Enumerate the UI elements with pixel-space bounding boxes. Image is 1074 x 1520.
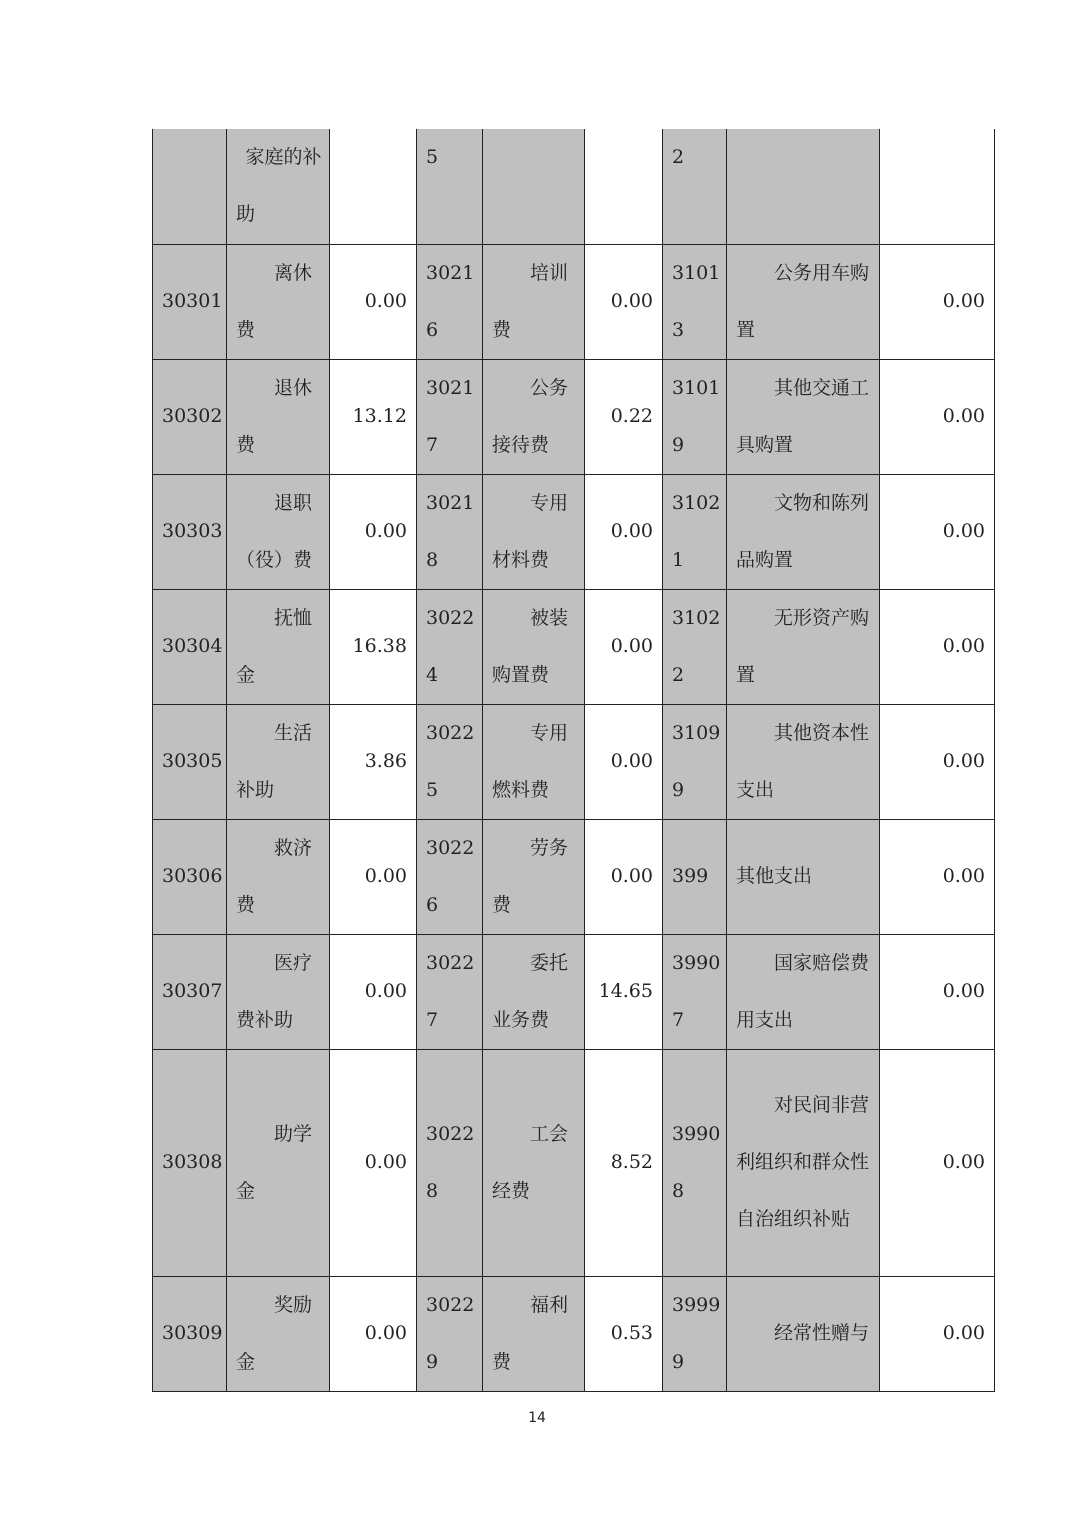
code-cell: 31013 xyxy=(663,244,727,359)
table-row xyxy=(153,589,995,704)
table-row xyxy=(153,474,995,589)
item-name-cell: 文物和陈列品购置 xyxy=(727,474,880,589)
code-cell: 30217 xyxy=(417,359,483,474)
item-name-cell: 福利费 xyxy=(483,1276,585,1391)
item-name-cell: 国家赔偿费用支出 xyxy=(727,934,880,1049)
code-cell: 30306 xyxy=(153,819,227,934)
value-cell: 0.00 xyxy=(880,474,995,589)
value-cell: 0.00 xyxy=(880,819,995,934)
item-name-cell xyxy=(483,129,585,244)
code-cell: 399 xyxy=(663,819,727,934)
code-cell: 30307 xyxy=(153,934,227,1049)
item-name-cell: 抚恤金 xyxy=(227,589,330,704)
value-cell: 0.00 xyxy=(585,474,663,589)
item-name-cell: 离休费 xyxy=(227,244,330,359)
value-cell xyxy=(585,129,663,244)
code-cell: 30301 xyxy=(153,244,227,359)
item-name-cell: 经常性赠与 xyxy=(727,1276,880,1391)
value-cell: 0.00 xyxy=(880,359,995,474)
code-cell: 31021 xyxy=(663,474,727,589)
value-cell: 3.86 xyxy=(330,704,417,819)
table-row xyxy=(153,819,995,934)
item-name-cell: 退职（役）费 xyxy=(227,474,330,589)
value-cell: 0.00 xyxy=(880,589,995,704)
code-cell: 30305 xyxy=(153,704,227,819)
code-cell: 30229 xyxy=(417,1276,483,1391)
code-cell: 39907 xyxy=(663,934,727,1049)
item-name-cell: 其他交通工具购置 xyxy=(727,359,880,474)
value-cell: 0.00 xyxy=(880,704,995,819)
item-name-cell: 对民间非营利组织和群众性自治组织补贴 xyxy=(727,1049,880,1276)
value-cell: 0.00 xyxy=(880,1276,995,1391)
code-cell: 39908 xyxy=(663,1049,727,1276)
code-cell: 30302 xyxy=(153,359,227,474)
value-cell: 14.65 xyxy=(585,934,663,1049)
item-name-cell: 专用材料费 xyxy=(483,474,585,589)
code-cell: 30304 xyxy=(153,589,227,704)
value-cell: 0.22 xyxy=(585,359,663,474)
code-cell: 30224 xyxy=(417,589,483,704)
value-cell: 0.00 xyxy=(330,244,417,359)
value-cell: 0.00 xyxy=(585,819,663,934)
table-row xyxy=(153,129,995,244)
item-name-cell: 公务接待费 xyxy=(483,359,585,474)
code-cell: 39999 xyxy=(663,1276,727,1391)
value-cell: 13.12 xyxy=(330,359,417,474)
code-cell: 2 xyxy=(663,129,727,244)
code-cell: 31022 xyxy=(663,589,727,704)
code-cell: 30216 xyxy=(417,244,483,359)
value-cell: 0.00 xyxy=(585,589,663,704)
value-cell: 8.52 xyxy=(585,1049,663,1276)
expenditure-table xyxy=(152,129,995,1392)
table-row xyxy=(153,359,995,474)
code-cell: 30303 xyxy=(153,474,227,589)
value-cell: 0.00 xyxy=(330,1276,417,1391)
item-name-cell: 被装购置费 xyxy=(483,589,585,704)
value-cell: 0.00 xyxy=(330,474,417,589)
value-cell: 0.53 xyxy=(585,1276,663,1391)
value-cell: 0.00 xyxy=(880,1049,995,1276)
item-name-cell: 助学金 xyxy=(227,1049,330,1276)
code-cell: 31099 xyxy=(663,704,727,819)
item-name-cell: 家庭的补助 xyxy=(227,129,330,244)
value-cell: 0.00 xyxy=(880,934,995,1049)
value-cell: 0.00 xyxy=(330,1049,417,1276)
value-cell xyxy=(330,129,417,244)
item-name-cell: 奖励金 xyxy=(227,1276,330,1391)
value-cell: 0.00 xyxy=(330,934,417,1049)
code-cell: 30309 xyxy=(153,1276,227,1391)
item-name-cell: 无形资产购置 xyxy=(727,589,880,704)
code-cell: 30218 xyxy=(417,474,483,589)
code-cell: 30308 xyxy=(153,1049,227,1276)
item-name-cell: 其他资本性支出 xyxy=(727,704,880,819)
code-cell: 30226 xyxy=(417,819,483,934)
item-name-cell: 劳务费 xyxy=(483,819,585,934)
page-number: 14 xyxy=(528,1410,546,1426)
value-cell: 0.00 xyxy=(585,244,663,359)
item-name-cell xyxy=(727,129,880,244)
table-row xyxy=(153,1276,995,1391)
value-cell: 0.00 xyxy=(585,704,663,819)
item-name-cell: 委托业务费 xyxy=(483,934,585,1049)
table-row xyxy=(153,704,995,819)
item-name-cell: 退休费 xyxy=(227,359,330,474)
item-name-cell: 公务用车购置 xyxy=(727,244,880,359)
value-cell: 16.38 xyxy=(330,589,417,704)
item-name-cell: 医疗费补助 xyxy=(227,934,330,1049)
item-name-cell: 工会经费 xyxy=(483,1049,585,1276)
item-name-cell: 生活补助 xyxy=(227,704,330,819)
code-cell: 31019 xyxy=(663,359,727,474)
item-name-cell: 救济费 xyxy=(227,819,330,934)
code-cell: 30228 xyxy=(417,1049,483,1276)
table-row xyxy=(153,244,995,359)
item-name-cell: 其他支出 xyxy=(727,819,880,934)
code-cell: 5 xyxy=(417,129,483,244)
code-cell: 30227 xyxy=(417,934,483,1049)
value-cell xyxy=(880,129,995,244)
table-row xyxy=(153,934,995,1049)
code-cell: 30225 xyxy=(417,704,483,819)
item-name-cell: 专用燃料费 xyxy=(483,704,585,819)
value-cell: 0.00 xyxy=(880,244,995,359)
item-name-cell: 培训费 xyxy=(483,244,585,359)
code-cell xyxy=(153,129,227,244)
value-cell: 0.00 xyxy=(330,819,417,934)
table-row xyxy=(153,1049,995,1276)
